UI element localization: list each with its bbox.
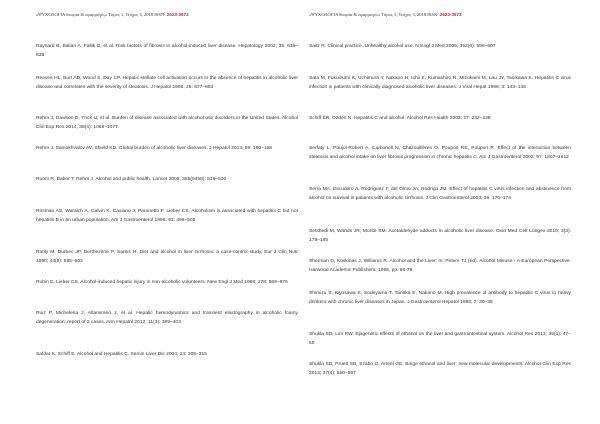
left-page (36, 0, 298, 424)
page-header (36, 12, 298, 18)
reference-item: Shukla SD, Lim RW. Epigenetic effects of ethanol on the liver and gastrointestinal system. Alcohol Res 2013; 35(1): 47–55 (309, 332, 571, 346)
reference-item: Rosman AS, Waraich A, Galvin K, Casiano J, Paronetto F, Lieber CS. Alcoholism is associated with hepatitis C but not hepatitis B in an urban population. Am J Gastroenterol 1996; 91: 498–505 (36, 209, 298, 223)
reference-item: Safdar K, Schiff E. Alcohol and Hepatitis C. Semin Liver Dis 2004; 24: 305–315 (36, 352, 207, 357)
reference-item: Sata M, Fukuizumi K, Uchimura Y, Nakano H, Ishii K, Kumashiro R, Mizokami M, Lau JY, Tanikawa K. Hepatitis C virus infection in patients with clinically diagnosed alcoholic liver diseases. J Viral Hepat 1996; 3: 143–148 (309, 76, 571, 90)
reference-item: Rubin E, Lieber CS. Alcohol-induced hepatic injury in non-alcoholic volunteers. New Engl J Med 1968; 278: 869–876 (36, 280, 288, 285)
reference-item: Serfaty L, Poujol-Robert A, Carbonell N, Chazouillères O, Poupon RE, Poupon R. Effect of the interaction between steatosis and alcohol intake on liver fibrosis progression in chronic hepatitis C. Am J Gastroenterol 2002; 97: 1807–1812 (309, 146, 571, 160)
reference-item: Rehm J, Samokhvalov AV, Shield KD. Global burden of alcoholic liver diseases. J Hepatol 2013; 59: 160–168 (36, 146, 272, 151)
journal-title: «ΨΥΧΟΛΟΓΙΑ θεωρία & εφαρμογές» Τόμος 1, Τεύχος 3, 2018 (36, 12, 154, 17)
reference-item: Serra MA, Escudero A, Rodríguez F, del Olmo JA, Rodrigo JM. Effect of hepatitis C virus infection and abstinence from alcohol on survival in patients with alcoholic cirrhosis. J Clin Gastroenterol 2003; 36: 170–174 (309, 187, 571, 201)
reference-item: Rehm J, Dawson D, Frick U, et al. Burden of disease associated with alcohol use disorders in the United States. Alcohol Clin Exp Res 2014; 38(4): 1068–1077 (36, 116, 298, 130)
reference-item: Ruiz P, Michelena J, Altamirano J, et al. Hepatic hemodynamics and transient elastography in alcoholic foamy degeneration: report of 2 cases. Ann Hepatol 2012; 11(3): 399–403 (36, 311, 298, 325)
journal-title: «ΨΥΧΟΛΟΓΙΑ θεωρία & εφαρμογές» Τόμος 1, Τεύχος 3, 2018 (309, 12, 427, 17)
reference-item: Rotily M, Durbec JP, Berthezène P, Sarles H. Diet and alcohol in liver cirrhosis: a case-control study. Eur J Clin Nutr 1990; 44(8): 595–603 (36, 250, 298, 264)
issn-number: 2623-3673 (166, 12, 189, 17)
reference-item: Schiff ER, Ozden N. Hepatitis C and alcohol. Alcohol Res Health 2003; 27: 232–239 (309, 116, 491, 121)
reference-item: Reeves HL, Burt AD, Wood S, Day CP. Hepatic stellate cell activation occurs in the absence of hepatitis in alcoholic liver disease and correlates with the severity of steatosis. J Hepatol 1996; 25: 677–683 (36, 76, 298, 90)
reference-item: Sherman D, Koskinas J, Williams R. Alcohol and the Liver. In: Peters TJ (ed). Alcohol Misuse - A European Perspective. Harwood Academic Publishers, 1996, pp. 66-79 (309, 259, 571, 273)
page-header (309, 12, 571, 18)
reference-item: Shukla SD, Pruett SB, Szabo G, Arteel GE. Binge ethanol and liver: new molecular developments. Alcohol Clin Exp Res 2013; 37(4): 550–557 (309, 362, 571, 376)
reference-item: Room R, Babor T, Rehm J. Alcohol and public health. Lancet 2005; 365(9458): 519–530 (36, 177, 227, 182)
reference-item: Saitz R. Clinical practice. Unhealthy alcohol use. N Engl J Med 2005; 352(6): 596–607 (309, 44, 496, 49)
reference-item: Shimizu S, Kiyosawa K, Sodeyama T, Tanaka E, Nakano M. High prevalence of antibody to hepatitis C virus in heavy drinkers with chronic liver diseases in Japan. J Gastroenterol Hepatol 1992; 7: 30–35 (309, 291, 571, 305)
issn-label: ISSN: (427, 12, 439, 17)
reference-item: Setshedi M, Wands JR, Monte SM. Acetaldehyde adducts in alcoholic liver disease. Oxid Med Cell Longev 2010; 3(3): 178–185 (309, 229, 571, 243)
issn-label: ISSN: (154, 12, 166, 17)
issn-number: 2623-3673 (439, 12, 462, 17)
right-page (309, 0, 571, 424)
reference-item: Raynard B, Balian A, Fallik D, et al. Risk factors of fibrosis in alcohol-induced liver disease. Hepatology 2002; 35: 635–638 (36, 44, 298, 58)
